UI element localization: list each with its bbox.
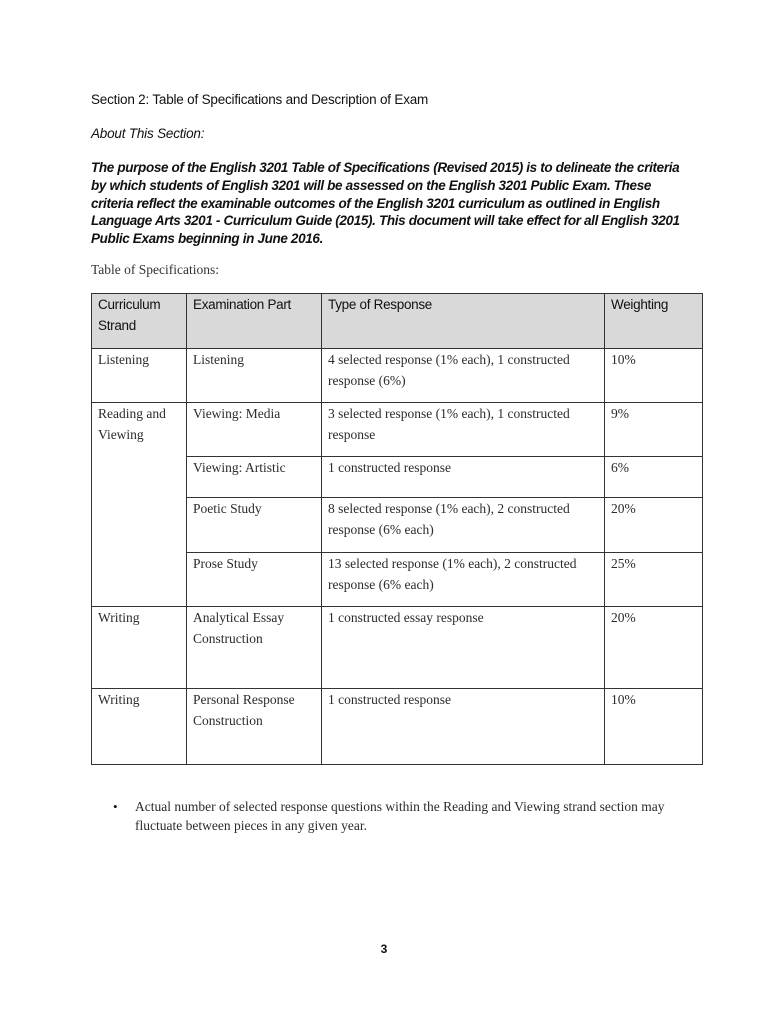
notes-list bbox=[113, 797, 693, 835]
cell-part: Listening bbox=[187, 349, 322, 403]
cell-part: Poetic Study bbox=[187, 498, 322, 553]
cell-weighting: 9% bbox=[605, 403, 703, 457]
cell-response: 1 constructed response bbox=[322, 689, 605, 765]
cell-part: Personal Response Construction bbox=[187, 689, 322, 765]
cell-weighting: 20% bbox=[605, 607, 703, 689]
header-curriculum-strand: Curriculum Strand bbox=[92, 294, 187, 349]
cell-part: Viewing: Artistic bbox=[187, 457, 322, 498]
table-row bbox=[92, 349, 703, 403]
table-row bbox=[92, 689, 703, 765]
header-weighting: Weighting bbox=[605, 294, 703, 349]
section-heading: Section 2: Table of Specifications and Description of Exam bbox=[91, 92, 429, 107]
purpose-paragraph: The purpose of the English 3201 Table of Specifications (Revised 2015) is to delineate the criteria by which students of English 3201 will be assessed on the English 3201 Public Exam. These criteria reflect the examinable outcomes of the English 3201 curriculum as outlined in English Language Arts 3201 - Curriculum Guide (2015). This document will take effect for all English 3201 Public Exams beginning in June 2016. bbox=[91, 160, 680, 247]
cell-response: 1 constructed essay response bbox=[322, 607, 605, 689]
table-row bbox=[92, 607, 703, 689]
cell-response: 1 constructed response bbox=[322, 457, 605, 498]
cell-response: 4 selected response (1% each), 1 constructed response (6%) bbox=[322, 349, 605, 403]
cell-strand: Writing bbox=[92, 689, 187, 765]
header-type-of-response: Type of Response bbox=[322, 294, 605, 349]
header-examination-part: Examination Part bbox=[187, 294, 322, 349]
table-header-row bbox=[92, 294, 703, 349]
table-row bbox=[92, 403, 703, 457]
cell-weighting: 6% bbox=[605, 457, 703, 498]
note-text: Actual number of selected response questions within the Reading and Viewing strand section may fluctuate between pieces in any given year. bbox=[135, 799, 665, 833]
cell-strand: Reading and Viewing bbox=[92, 403, 187, 607]
bullet-icon: • bbox=[113, 799, 118, 814]
cell-response: 3 selected response (1% each), 1 constructed response bbox=[322, 403, 605, 457]
cell-part: Viewing: Media bbox=[187, 403, 322, 457]
cell-strand: Writing bbox=[92, 607, 187, 689]
table-caption: Table of Specifications: bbox=[91, 262, 220, 277]
cell-weighting: 10% bbox=[605, 349, 703, 403]
list-item bbox=[113, 797, 693, 835]
specifications-table bbox=[91, 293, 703, 765]
cell-response: 8 selected response (1% each), 2 constructed response (6% each) bbox=[322, 498, 605, 553]
about-heading: About This Section: bbox=[91, 126, 205, 141]
cell-response: 13 selected response (1% each), 2 constructed response (6% each) bbox=[322, 553, 605, 607]
cell-weighting: 20% bbox=[605, 498, 703, 553]
cell-weighting: 25% bbox=[605, 553, 703, 607]
page-number: 3 bbox=[380, 942, 388, 956]
cell-weighting: 10% bbox=[605, 689, 703, 765]
cell-part: Analytical Essay Construction bbox=[187, 607, 322, 689]
cell-strand: Listening bbox=[92, 349, 187, 403]
cell-part: Prose Study bbox=[187, 553, 322, 607]
